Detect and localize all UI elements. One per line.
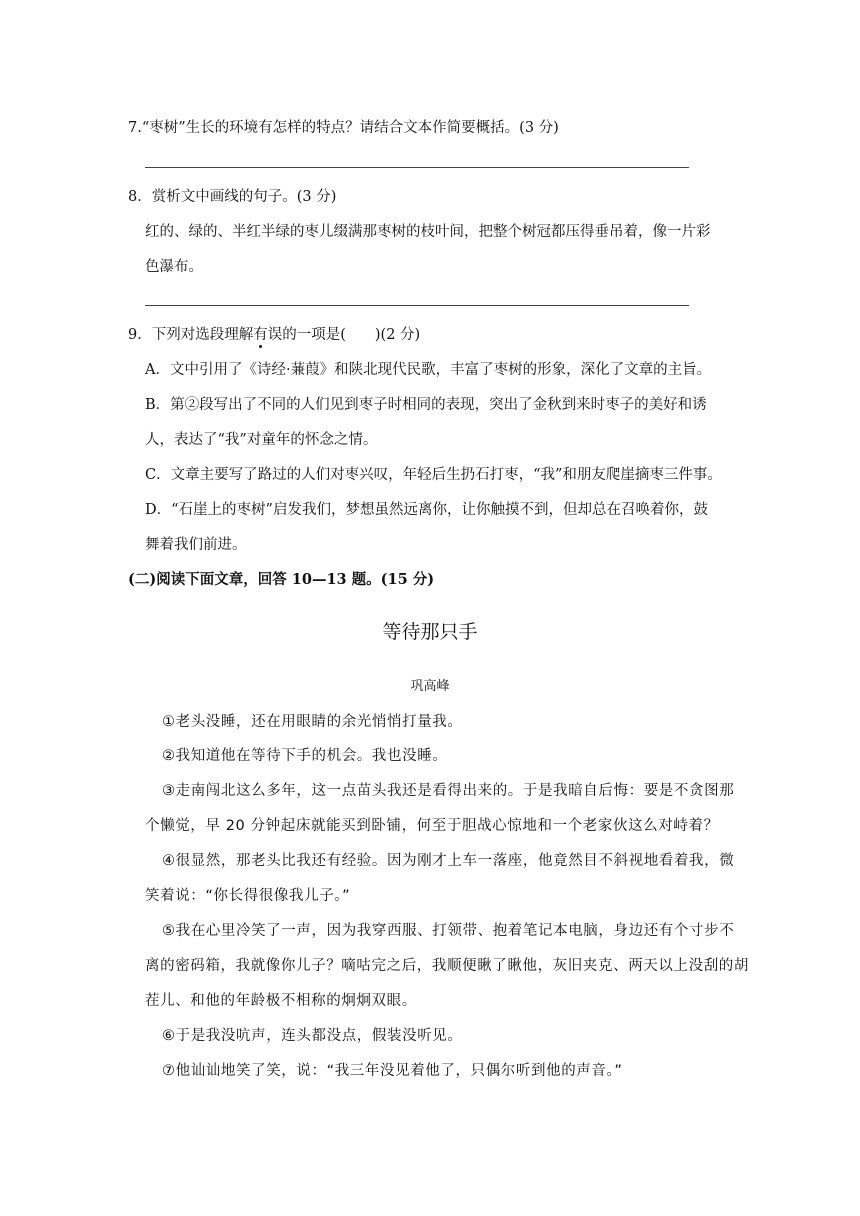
option-d-line-2: 舞着我们前进。 (145, 537, 247, 553)
paragraph-5-line-2: 离的密码箱，我就像你儿子？嘀咕完之后，我顺便瞅了瞅他，灰旧夹克、两天以上没刮的胡 (145, 958, 749, 974)
paragraph-4-line-1: ④很显然，那老头比我还有经验。因为刚才上车一落座，他竟然目不斜视地看着我，微 (162, 853, 735, 869)
article-author: 巩高峰 (410, 679, 450, 694)
answer-line-7 (145, 167, 689, 168)
paragraph-5-line-3: 茬儿、和他的年龄极不相称的炯炯双眼。 (145, 993, 417, 1009)
paragraph-7: ⑦他讪讪地笑了笑，说：“我三年没见着他了，只偶尔听到他的声音。” (162, 1063, 623, 1079)
paragraph-5-line-1: ⑤我在心里冷笑了一声，因为我穿西服、打领带、抱着笔记本电脑，身边还有个寸步不 (162, 923, 735, 939)
emphasis-dot-char: 有 (253, 327, 268, 343)
option-b-line-1: B．第②段写出了不同的人们见到枣子时相同的表现，突出了金秋到来时枣子的美好和诱 (145, 397, 707, 413)
paragraph-4-line-2: 笑着说：“你长得很像我儿子。” (145, 888, 351, 904)
answer-line-8 (145, 305, 689, 306)
option-b-line-2: 人，表达了“我”对童年的怀念之情。 (145, 432, 378, 448)
question-9 (128, 325, 420, 345)
question-8-quote-line-2: 色瀑布。 (145, 259, 203, 275)
article-title: 等待那只手 (382, 621, 478, 643)
option-d-line-1: D．“石崖上的枣树”启发我们，梦想虽然远离你，让你触摸不到，但却总在召唤着你，鼓 (145, 502, 708, 518)
question-9-suffix: 误的一项是( )(2 分) (267, 327, 421, 343)
option-c: C．文章主要写了路过的人们对枣兴叹，年轻后生扔石打枣，“我”和朋友爬崖摘枣三件事。 (145, 467, 722, 483)
paragraph-3-line-2: 个懒觉，早 20 分钟起床就能买到卧铺，何至于胆战心惊地和一个老家伙这么对峙着？ (145, 818, 719, 834)
question-9-prefix: 9．下列对选段理解 (128, 327, 254, 343)
section-heading: (二)阅读下面文章，回答 10—13 题。(15 分) (128, 571, 435, 588)
paragraph-6: ⑥于是我没吭声，连头都没点，假装没听见。 (162, 1028, 463, 1044)
paragraph-2: ②我知道他在等待下手的机会。我也没睡。 (162, 748, 448, 764)
paragraph-3-line-1: ③走南闯北这么多年，这一点苗头我还是看得出来的。于是我暗自后悔：要是不贪图那 (162, 783, 735, 799)
paragraph-1: ①老头没睡，还在用眼睛的余光悄悄打量我。 (162, 714, 463, 730)
question-8: 8．赏析文中画线的句子。(3 分) (128, 189, 337, 205)
question-8-quote-line-1: 红的、绿的、半红半绿的枣儿缀满那枣树的枝叶间，把整个树冠都压得垂吊着，像一片彩 (145, 224, 711, 240)
question-7: 7.“枣树”生长的环境有怎样的特点？请结合文本作简要概括。(3 分) (128, 120, 559, 136)
option-a: A．文中引用了《诗经·蒹葭》和陕北现代民歌，丰富了枣树的形象，深化了文章的主旨。 (145, 362, 712, 378)
